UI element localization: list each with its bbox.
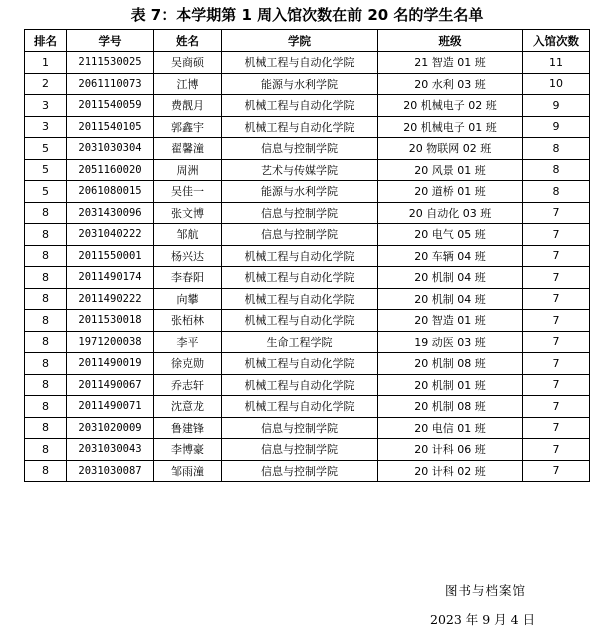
cell-rank: 8 [25,439,67,461]
cell-student-id: 2011490071 [67,396,154,418]
cell-name: 吴商硕 [154,52,222,74]
cell-class: 20 计科 06 班 [378,439,523,461]
cell-class: 20 机械电子 01 班 [378,116,523,138]
cell-student-id: 2031030304 [67,138,154,160]
table-header [25,30,590,52]
cell-class: 20 水利 03 班 [378,73,523,95]
cell-student-id: 2111530025 [67,52,154,74]
cell-name: 邹航 [154,224,222,246]
cell-visit-count: 7 [523,288,590,310]
header-name: 姓名 [154,30,222,52]
cell-class: 20 道桥 01 班 [378,181,523,203]
cell-name: 鲁建锋 [154,417,222,439]
header-visit-count: 入馆次数 [523,30,590,52]
table-row [25,396,590,418]
cell-visit-count: 7 [523,310,590,332]
cell-class: 19 动医 03 班 [378,331,523,353]
cell-rank: 5 [25,138,67,160]
cell-name: 翟馨潼 [154,138,222,160]
cell-student-id: 2061080015 [67,181,154,203]
cell-student-id: 2011490222 [67,288,154,310]
cell-college: 艺术与传媒学院 [222,159,378,181]
table-row [25,159,590,181]
cell-visit-count: 7 [523,417,590,439]
cell-rank: 5 [25,159,67,181]
cell-college: 机械工程与自动化学院 [222,374,378,396]
cell-visit-count: 11 [523,52,590,74]
cell-rank: 3 [25,116,67,138]
cell-rank: 8 [25,460,67,482]
cell-rank: 8 [25,417,67,439]
cell-student-id: 2031040222 [67,224,154,246]
table-row [25,310,590,332]
cell-class: 20 机制 01 班 [378,374,523,396]
cell-class: 20 电信 01 班 [378,417,523,439]
cell-name: 郭鑫宇 [154,116,222,138]
cell-visit-count: 7 [523,353,590,375]
footer-organization: 图书与档案馆 [445,583,527,598]
cell-name: 周洲 [154,159,222,181]
ranking-table [24,29,590,482]
cell-name: 费靓月 [154,95,222,117]
table-row [25,288,590,310]
cell-name: 张文博 [154,202,222,224]
cell-student-id: 1971200038 [67,331,154,353]
cell-name: 邹雨潼 [154,460,222,482]
cell-student-id: 2011490019 [67,353,154,375]
cell-visit-count: 8 [523,159,590,181]
table-row [25,73,590,95]
cell-name: 李春阳 [154,267,222,289]
table-row [25,95,590,117]
cell-student-id: 2031030043 [67,439,154,461]
cell-class: 20 车辆 04 班 [378,245,523,267]
cell-visit-count: 10 [523,73,590,95]
cell-visit-count: 7 [523,331,590,353]
cell-visit-count: 9 [523,95,590,117]
table-body [25,52,590,482]
cell-name: 乔志轩 [154,374,222,396]
table-row [25,181,590,203]
cell-rank: 8 [25,353,67,375]
cell-class: 20 机制 04 班 [378,288,523,310]
cell-rank: 2 [25,73,67,95]
cell-visit-count: 7 [523,439,590,461]
cell-rank: 3 [25,95,67,117]
cell-visit-count: 8 [523,138,590,160]
cell-name: 杨兴达 [154,245,222,267]
cell-name: 沈意龙 [154,396,222,418]
cell-rank: 1 [25,52,67,74]
cell-college: 信息与控制学院 [222,224,378,246]
cell-class: 20 计科 02 班 [378,460,523,482]
cell-rank: 8 [25,267,67,289]
table-row [25,331,590,353]
cell-college: 机械工程与自动化学院 [222,396,378,418]
table-row [25,224,590,246]
cell-student-id: 2011490067 [67,374,154,396]
cell-rank: 8 [25,331,67,353]
table-row [25,374,590,396]
footer-date: 2023 年 9 月 4 日 [430,612,536,627]
cell-college: 信息与控制学院 [222,439,378,461]
cell-student-id: 2011490174 [67,267,154,289]
cell-name: 吴佳一 [154,181,222,203]
cell-name: 李博豪 [154,439,222,461]
cell-class: 20 风景 01 班 [378,159,523,181]
cell-college: 信息与控制学院 [222,202,378,224]
header-student-id: 学号 [67,30,154,52]
cell-rank: 8 [25,374,67,396]
table-row [25,202,590,224]
cell-class: 20 机制 08 班 [378,353,523,375]
table-row [25,52,590,74]
cell-rank: 8 [25,288,67,310]
cell-student-id: 2051160020 [67,159,154,181]
cell-visit-count: 7 [523,224,590,246]
cell-college: 机械工程与自动化学院 [222,52,378,74]
cell-visit-count: 7 [523,374,590,396]
cell-visit-count: 7 [523,396,590,418]
cell-college: 信息与控制学院 [222,417,378,439]
cell-student-id: 2031430096 [67,202,154,224]
cell-name: 徐克勋 [154,353,222,375]
table-row [25,460,590,482]
header-class: 班级 [378,30,523,52]
page-title: 表 7：本学期第 1 周入馆次数在前 20 名的学生名单 [130,6,484,24]
cell-student-id: 2031030087 [67,460,154,482]
table-row [25,245,590,267]
cell-college: 能源与水利学院 [222,181,378,203]
table-row [25,417,590,439]
cell-college: 机械工程与自动化学院 [222,245,378,267]
cell-college: 能源与水利学院 [222,73,378,95]
cell-class: 21 智造 01 班 [378,52,523,74]
table-row [25,353,590,375]
cell-visit-count: 7 [523,202,590,224]
cell-name: 李平 [154,331,222,353]
table-row [25,116,590,138]
cell-student-id: 2011540059 [67,95,154,117]
cell-college: 机械工程与自动化学院 [222,267,378,289]
cell-college: 机械工程与自动化学院 [222,116,378,138]
cell-rank: 8 [25,396,67,418]
cell-college: 机械工程与自动化学院 [222,353,378,375]
cell-rank: 5 [25,181,67,203]
cell-rank: 8 [25,224,67,246]
cell-class: 20 机制 08 班 [378,396,523,418]
cell-rank: 8 [25,202,67,224]
cell-visit-count: 7 [523,267,590,289]
cell-rank: 8 [25,245,67,267]
cell-college: 机械工程与自动化学院 [222,288,378,310]
cell-student-id: 2011540105 [67,116,154,138]
cell-visit-count: 9 [523,116,590,138]
cell-class: 20 机械电子 02 班 [378,95,523,117]
cell-class: 20 机制 04 班 [378,267,523,289]
cell-class: 20 自动化 03 班 [378,202,523,224]
table-row [25,138,590,160]
table-row [25,267,590,289]
cell-class: 20 智造 01 班 [378,310,523,332]
cell-visit-count: 7 [523,460,590,482]
cell-name: 江博 [154,73,222,95]
cell-college: 机械工程与自动化学院 [222,95,378,117]
header-row [25,30,590,52]
cell-college: 信息与控制学院 [222,460,378,482]
table-row [25,439,590,461]
cell-college: 信息与控制学院 [222,138,378,160]
cell-class: 20 电气 05 班 [378,224,523,246]
cell-student-id: 2011530018 [67,310,154,332]
header-rank: 排名 [25,30,67,52]
cell-rank: 8 [25,310,67,332]
cell-student-id: 2031020009 [67,417,154,439]
header-college: 学院 [222,30,378,52]
cell-student-id: 2011550001 [67,245,154,267]
cell-college: 生命工程学院 [222,331,378,353]
cell-college: 机械工程与自动化学院 [222,310,378,332]
cell-name: 张栢林 [154,310,222,332]
cell-name: 向攀 [154,288,222,310]
cell-class: 20 物联网 02 班 [378,138,523,160]
cell-student-id: 2061110073 [67,73,154,95]
cell-visit-count: 7 [523,245,590,267]
cell-visit-count: 8 [523,181,590,203]
